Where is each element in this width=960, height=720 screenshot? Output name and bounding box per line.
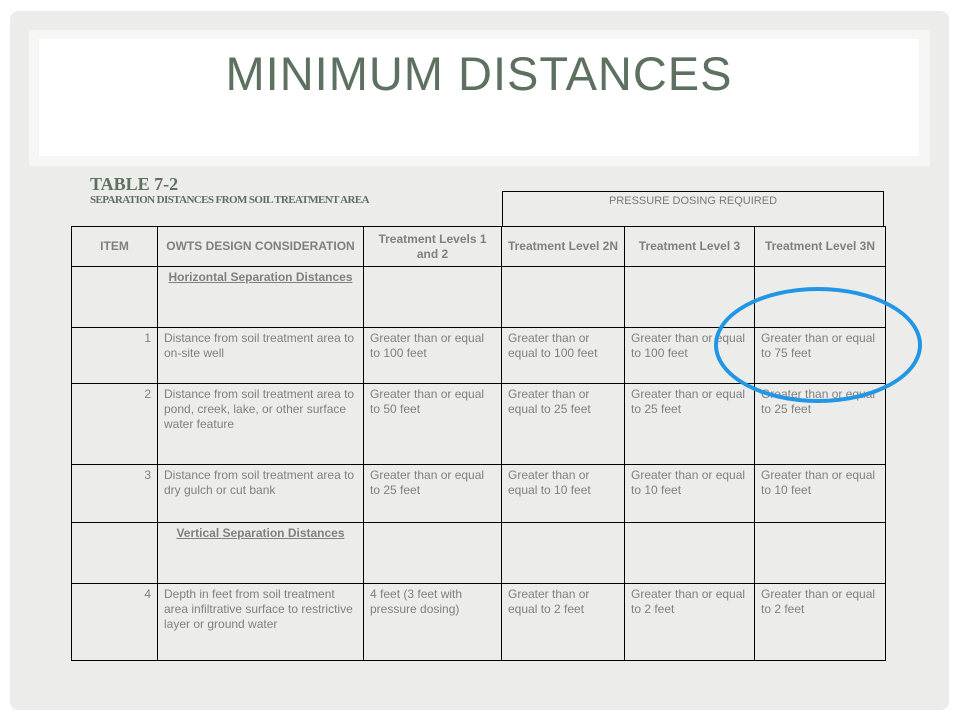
header-treatment-2n: Treatment Level 2N [502, 227, 625, 267]
table-cell [755, 523, 886, 584]
table-number: TABLE 7-2 [90, 174, 179, 194]
treatment-3n-cell: Greater than or equal to 75 feet [755, 328, 886, 384]
highlight-circle-annotation [714, 287, 922, 403]
treatment-2n-cell: Greater than or equal to 100 feet [502, 328, 625, 384]
treatment-3-cell: Greater than or equal to 2 feet [625, 584, 755, 661]
item-number: 3 [72, 465, 158, 523]
table-row [72, 384, 886, 465]
table-cell [502, 267, 625, 328]
header-treatment-1-2: Treatment Levels 1 and 2 [364, 227, 502, 267]
table-cell [502, 523, 625, 584]
treatment-3n-cell: Greater than or equal to 2 feet [755, 584, 886, 661]
header-consideration: OWTS DESIGN CONSIDERATION [158, 227, 364, 267]
treatment-3-cell: Greater than or equal to 100 feet [625, 328, 755, 384]
consideration-cell: Distance from soil treatment area to pond, creek, lake, or other surface water feature [158, 384, 364, 465]
consideration-cell: Distance from soil treatment area to dry gulch or cut bank [158, 465, 364, 523]
header-treatment-3n: Treatment Level 3N [755, 227, 886, 267]
separation-distances-table [71, 226, 886, 661]
treatment-1-2-cell: 4 feet (3 feet with pressure dosing) [364, 584, 502, 661]
header-treatment-3: Treatment Level 3 [625, 227, 755, 267]
slide-title: MINIMUM DISTANCES [225, 47, 733, 100]
table-cell [364, 523, 502, 584]
table-cell [364, 267, 502, 328]
treatment-2n-cell: Greater than or equal to 25 feet [502, 384, 625, 465]
item-number: 4 [72, 584, 158, 661]
section-label-vertical: Vertical Separation Distances [158, 523, 364, 584]
table-header-row [72, 227, 886, 267]
table-cell [72, 523, 158, 584]
treatment-3n-cell: Greater than or equal to 10 feet [755, 465, 886, 523]
treatment-1-2-cell: Greater than or equal to 25 feet [364, 465, 502, 523]
table-cell [72, 267, 158, 328]
table-caption [90, 175, 369, 207]
section-row-vertical [72, 523, 886, 584]
table-cell [625, 523, 755, 584]
consideration-cell: Distance from soil treatment area to on-site well [158, 328, 364, 384]
treatment-3-cell: Greater than or equal to 10 feet [625, 465, 755, 523]
treatment-2n-cell: Greater than or equal to 10 feet [502, 465, 625, 523]
table-row [72, 465, 886, 523]
pressure-dosing-header: PRESSURE DOSING REQUIRED [502, 191, 884, 226]
treatment-3n-cell: Greater than or equal to 25 feet [755, 384, 886, 465]
consideration-cell: Depth in feet from soil treatment area infiltrative surface to restrictive layer or ground water [158, 584, 364, 661]
treatment-3-cell: Greater than or equal to 25 feet [625, 384, 755, 465]
treatment-1-2-cell: Greater than or equal to 100 feet [364, 328, 502, 384]
table-subtitle: SEPARATION DISTANCES FROM SOIL TREATMENT AREA [90, 194, 369, 206]
item-number: 2 [72, 384, 158, 465]
item-number: 1 [72, 328, 158, 384]
header-item: ITEM [72, 227, 158, 267]
treatment-1-2-cell: Greater than or equal to 50 feet [364, 384, 502, 465]
table-row [72, 584, 886, 661]
treatment-2n-cell: Greater than or equal to 2 feet [502, 584, 625, 661]
section-label-horizontal: Horizontal Separation Distances [158, 267, 364, 328]
